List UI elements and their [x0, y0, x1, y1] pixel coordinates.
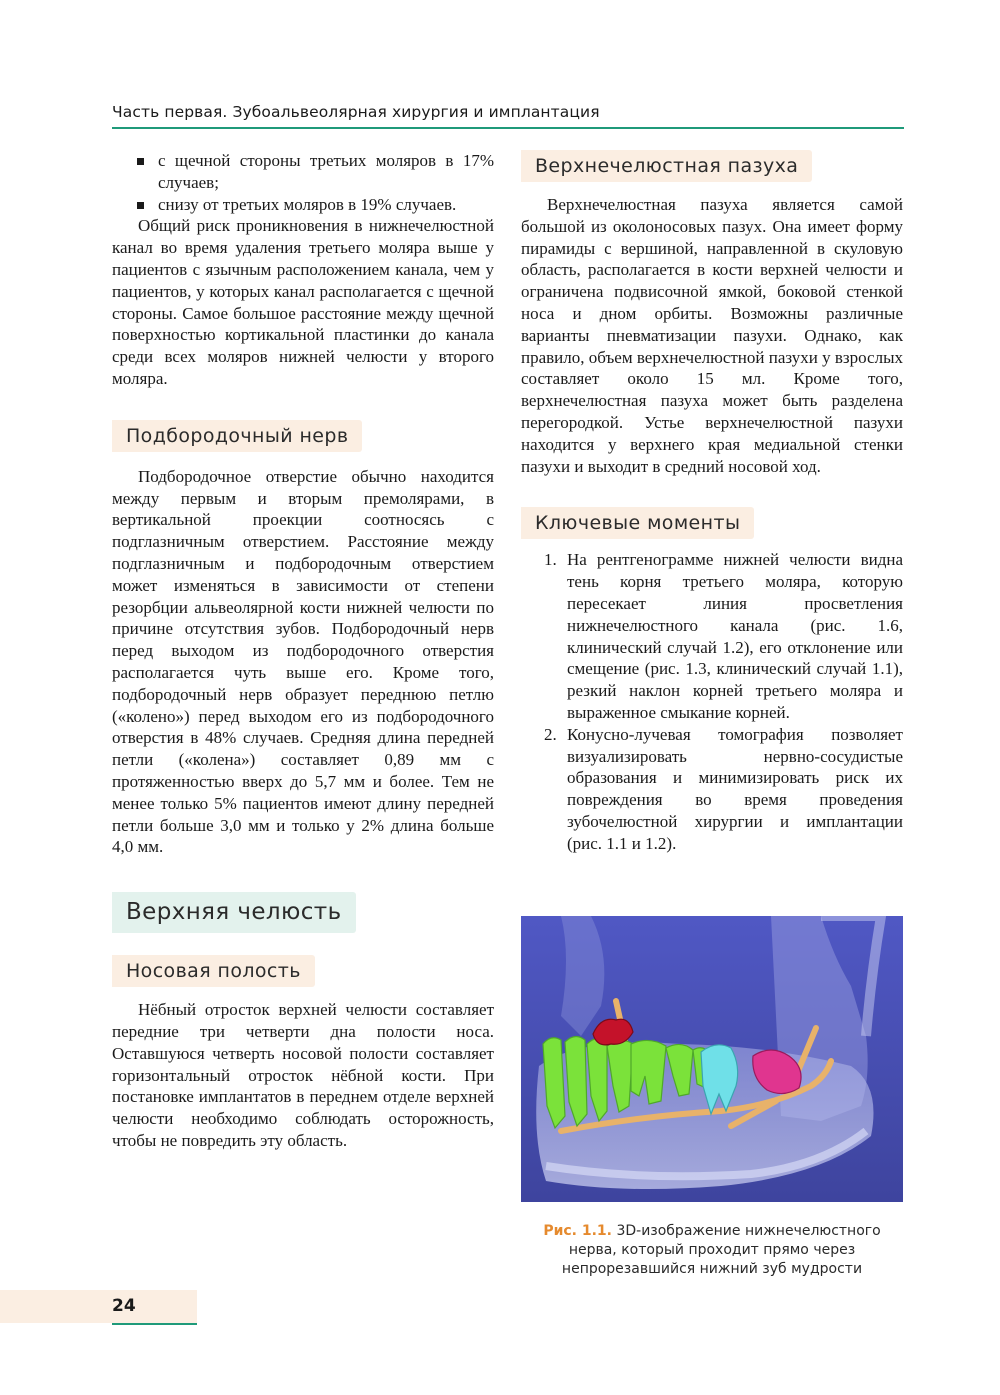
page-number-box	[0, 1290, 197, 1323]
figure-caption	[521, 1222, 903, 1279]
key-point-number: 2.	[544, 724, 557, 744]
key-point-item	[521, 549, 903, 723]
header-rule	[112, 127, 904, 129]
key-point-text: Конусно-лучевая томография позволяет визуализировать нервно-сосудистые образования и минимизировать риск их повреждения во время проведения зубочелюстной хирургии и имплантации (рис. 1.1 и 1.2).	[567, 724, 903, 853]
paragraph-mental-nerve: Подбородочное отверстие обычно находится между первым и вторым премолярами, в вертикальной проекции соотносясь с подглазничным отверстием. Расстояние между подглазничным и подбородочным отверстием может изменяться в зависимости от степени резорбции альвеолярной кости нижней челюсти по причине отсутствия зубов. Подбородочный нерв перед выходом из подбородочного отверстия располагается чуть выше его. Кроме того, подбородочный нерв образует переднюю петлю («колено») перед выходом его из подбородочного отверстия в 48% случаев. Средняя длина передней петли («колена») составляет 0,89 мм с протяженностью вверх до 5,7 мм и более. Тем не менее только 5% пациентов имеют длину передней петли больше 3,0 мм и только у 2% длина больше 4,0 мм.	[112, 466, 494, 857]
heading-maxillary-sinus: Верхнечелюстная пазуха	[521, 150, 812, 182]
figure-caption-text: 3D-изображение нижнечелюстного нерва, который проходит прямо через непрорезавшийся нижний зуб мудрости	[561, 1223, 881, 1277]
bullet-item: снизу от третьих моляров в 19% случаев.	[112, 194, 494, 216]
key-point-item	[521, 724, 903, 855]
paragraph-nasal-cavity: Нёбный отросток верхней челюсти составляет передние три четверти дна полости носа. Оставшуюся четверть носовой полости составляет горизонтальный отросток нёбной кости. При постановке имплантатов в переднем отделе верхней челюсти необходимо соблюдать осторожность, чтобы не повредить эту область.	[112, 1000, 494, 1150]
mandible-3d-image	[521, 916, 903, 1202]
paragraph-risk: Общий риск проникновения в нижнечелюстной канал во время удаления третьего моляра выше у пациентов с язычным расположением канала, чем у пациентов, у которых канал располагается с щечной стороны. Самое большое расстояние между щечной поверхностью кортикальной пластинки до канала среди всех моляров нижней челюсти у второго моляра.	[112, 216, 494, 388]
figure-3d-mandible	[521, 916, 903, 1202]
running-header: Часть первая. Зубоальвеолярная хирургия и имплантация	[112, 103, 600, 121]
right-column	[521, 150, 903, 855]
heading-mental-nerve: Подбородочный нерв	[112, 420, 362, 452]
bullet-item: с щечной стороны третьих моляров в 17% случаев;	[112, 150, 494, 194]
figure-label: Рис. 1.1.	[543, 1223, 612, 1239]
left-column	[112, 150, 494, 1152]
page-number: 24	[112, 1296, 136, 1316]
heading-key-points: Ключевые моменты	[521, 507, 754, 539]
heading-nasal-cavity: Носовая полость	[112, 955, 315, 987]
heading-upper-jaw: Верхняя челюсть	[112, 892, 356, 933]
key-point-number: 1.	[544, 550, 557, 570]
key-point-text: На рентгенограмме нижней челюсти видна тень корня третьего моляра, которую пересекает линия просветления нижнечелюстного канала (рис. 1.6, клинический случай 1.2), его отклонение или смещение (рис. 1.3, клинический случай 1.1), резкий наклон корней третьего моляра и выраженное смыкание корней.	[567, 550, 903, 722]
page-number-rule	[112, 1323, 197, 1325]
paragraph-maxillary-sinus: Верхнечелюстная пазуха является самой большой из околоносовых пазух. Она имеет форму пирамиды с вершиной, направленной в скуловую область, располагается в кости верхней челюсти и ограничена подвисочной ямкой, боковой стенкой носа и дном орбиты. Возможны различные варианты пневматизации пазухи. Однако, как правило, объем верхнечелюстной пазухи у взрослых составляет около 15 мл. Кроме того, верхнечелюстная пазуха может быть разделена перегородкой. Устье верхнечелюстной пазухи находится у верхнего края медиальной стенки пазухи и выходит в средний носовой ход.	[521, 195, 903, 476]
bullet-list	[112, 150, 494, 215]
key-points-list	[521, 549, 903, 854]
